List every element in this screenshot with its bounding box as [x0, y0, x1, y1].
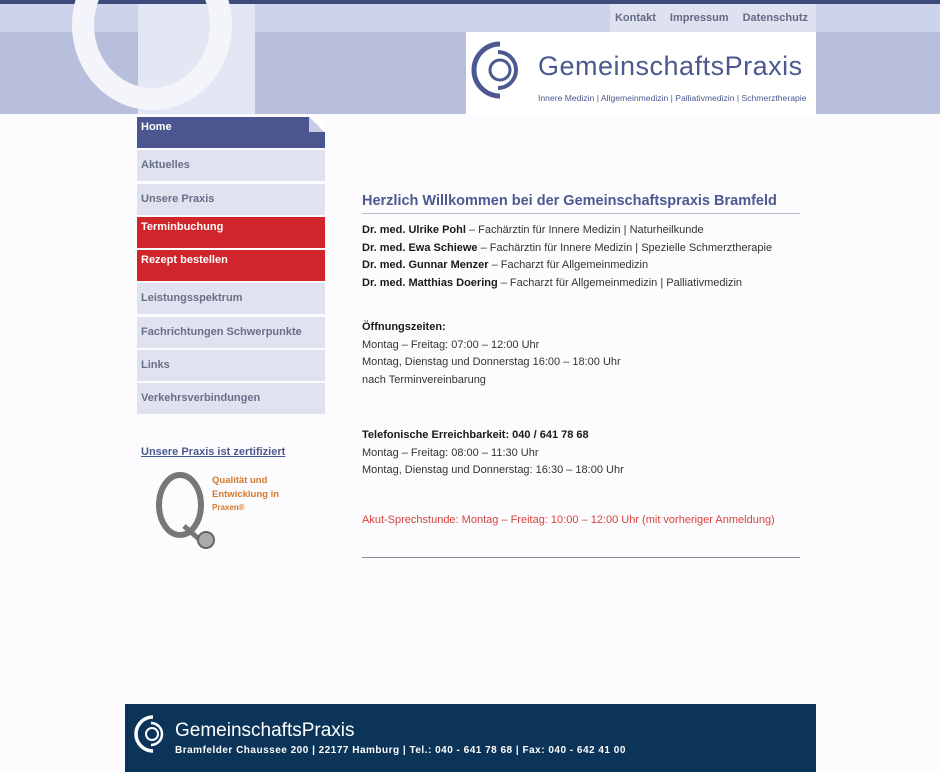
phone-availability-line: Montag – Freitag: 08:00 – 11:30 Uhr: [362, 446, 539, 459]
doctor-entry: [362, 257, 800, 275]
opening-hours-line: Montag, Dienstag und Donnerstag 16:00 – 18:00 Uhr: [362, 356, 621, 368]
sidebar-item-label: Aktuelles: [141, 159, 190, 172]
sidebar-item-aktuelles[interactable]: [137, 150, 325, 181]
footer-logo-mark-icon: [132, 714, 170, 754]
content-divider: [362, 557, 800, 558]
sidebar-item-verkehrsverbindungen[interactable]: [137, 383, 325, 414]
sidebar-item-fachrichtungen[interactable]: [137, 317, 325, 348]
logo-subtitle: Innere Medizin | Allgemeinmedizin | Palliativmedizin | Schmerztherapie: [538, 93, 807, 103]
sidebar-item-label: Unsere Praxis: [141, 192, 215, 205]
sidebar-item-label: Terminbuchung: [141, 220, 224, 233]
top-link-datenschutz[interactable]: Datenschutz: [742, 12, 808, 24]
doctor-description: – Fachärztin für Innere Medizin | Spezielle Schmerztherapie: [477, 241, 773, 254]
sidebar-item-label: Links: [141, 359, 170, 372]
doctor-list: [362, 222, 800, 292]
cert-text-line: Praxen®: [212, 503, 245, 512]
logo-mark-icon: [470, 40, 526, 100]
doctor-name: Dr. med. Ulrike Pohl: [362, 224, 466, 236]
acute-consultation-notice: Akut-Sprechstunde: Montag – Freitag: 10:00 – 12:00 Uhr (mit vorheriger Anmeldung): [362, 513, 775, 526]
cert-text-line: Entwicklung in: [212, 489, 280, 500]
sidebar-item-links[interactable]: [137, 350, 325, 381]
sidebar-item-label: Leistungsspektrum: [141, 292, 243, 305]
sidebar-item-terminbuchung[interactable]: [137, 217, 325, 248]
page-fold-icon: [309, 117, 325, 132]
phone-availability: [362, 427, 800, 480]
logo-title: GemeinschaftsPraxis: [538, 51, 803, 81]
page-title: Herzlich Willkommen bei der Gemeinschaftspraxis Bramfeld: [362, 193, 800, 214]
phone-availability-line: Montag, Dienstag und Donnerstag: 16:30 – 18:00 Uhr: [362, 464, 624, 476]
doctor-name: Dr. med. Matthias Doering: [362, 276, 498, 289]
sidebar-navigation: [137, 117, 325, 417]
doctor-name: Dr. med. Gunnar Menzer: [362, 259, 489, 271]
opening-hours-line: Montag – Freitag: 07:00 – 12:00 Uhr: [362, 338, 540, 351]
doctor-entry: [362, 222, 800, 240]
sidebar-item-label: Fachrichtungen Schwerpunkte: [141, 325, 302, 338]
doctor-description: – Facharzt für Allgemeinmedizin: [488, 259, 649, 271]
sidebar-item-label: Home: [141, 121, 172, 133]
footer-logo-title: GemeinschaftsPraxis: [175, 720, 355, 741]
main-content: [362, 193, 800, 558]
doctor-entry: [362, 240, 800, 258]
opening-hours: [362, 319, 800, 389]
doctor-description: – Fachärztin für Innere Medizin | Naturheilkunde: [465, 224, 704, 236]
doctor-entry: [362, 275, 800, 293]
sidebar-item-rezept-bestellen[interactable]: [137, 250, 325, 281]
doctor-description: – Facharzt für Allgemeinmedizin | Palliativmedizin: [497, 276, 743, 289]
footer-address: Bramfelder Chaussee 200 | 22177 Hamburg | Tel.: 040 - 641 78 68 | Fax: 040 - 642 41 00: [175, 745, 626, 756]
certification-logo-text: [212, 474, 279, 514]
sidebar-item-label: Rezept bestellen: [141, 254, 228, 267]
phone-availability-title: Telefonische Erreichbarkeit: 040 / 641 78 68: [362, 429, 589, 441]
doctor-name: Dr. med. Ewa Schiewe: [362, 241, 478, 254]
sidebar-item-unsere-praxis[interactable]: [137, 184, 325, 215]
opening-hours-line: nach Terminvereinbarung: [362, 373, 486, 386]
top-navigation: [610, 4, 816, 32]
cert-text-line: Qualität und: [212, 475, 268, 486]
sidebar-item-label: Verkehrsverbindungen: [141, 392, 261, 405]
opening-hours-title: Öffnungszeiten:: [362, 321, 446, 333]
sidebar-item-home[interactable]: [137, 117, 325, 148]
top-link-kontakt[interactable]: Kontakt: [614, 12, 656, 24]
sidebar-item-leistungsspektrum[interactable]: [137, 283, 325, 314]
top-link-impressum[interactable]: Impressum: [669, 12, 729, 24]
certification-link[interactable]: Unsere Praxis ist zertifiziert: [141, 446, 286, 458]
